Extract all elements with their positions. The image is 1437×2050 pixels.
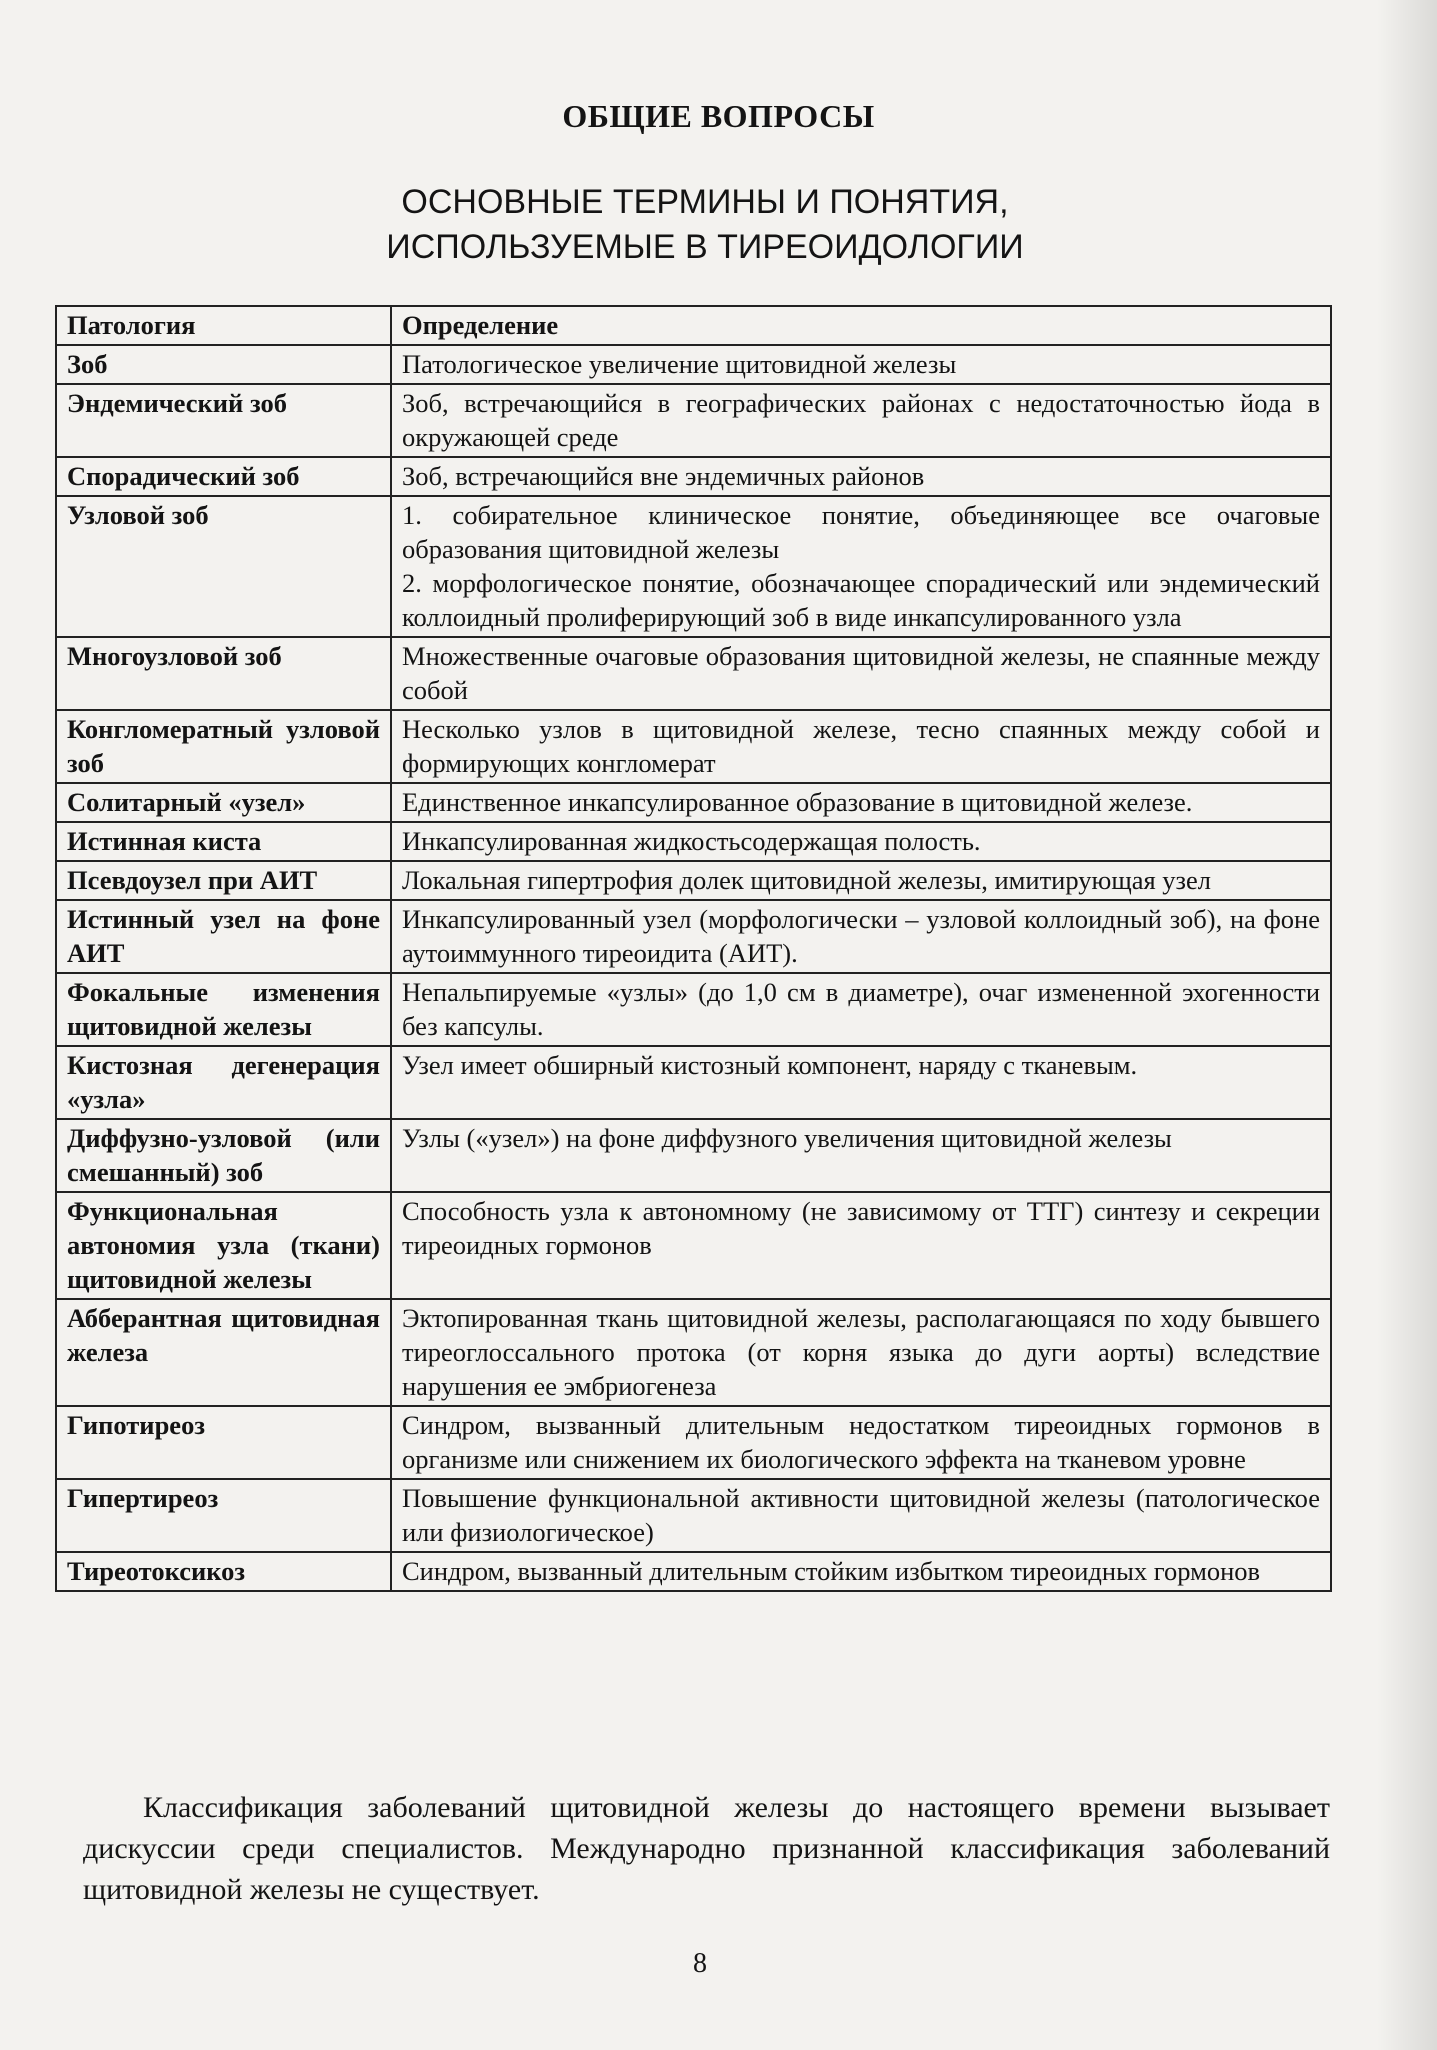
table-row (56, 710, 1331, 783)
term-cell: Многоузловой зоб (56, 637, 391, 710)
definition-cell: Синдром, вызванный длительным стойким избытком тиреоидных гормонов (391, 1552, 1331, 1591)
table-row (56, 1119, 1331, 1192)
table-row (56, 457, 1331, 496)
term-cell: Функциональная автономия узла (ткани) щитовидной железы (56, 1192, 391, 1299)
terms-table (55, 305, 1332, 1592)
term-cell: Фокальные изменения щитовидной железы (56, 973, 391, 1046)
definition-cell: Множественные очаговые образования щитовидной железы, не спаянные между собой (391, 637, 1331, 710)
page-number: 8 (693, 1948, 707, 1979)
table-row (56, 861, 1331, 900)
document-title (0, 180, 1410, 270)
section-title: ОБЩИЕ ВОПРОСЫ (562, 98, 875, 134)
definition-cell: Единственное инкапсулированное образование в щитовидной железе. (391, 783, 1331, 822)
table-row (56, 822, 1331, 861)
definition-cell: Эктопированная ткань щитовидной железы, располагающаяся по ходу бывшего тиреоглоссального протока (от корня языка до дуги аорты) вследствие нарушения ее эмбриогенеза (391, 1299, 1331, 1406)
definition-cell: Зоб, встречающийся вне эндемичных районов (391, 457, 1331, 496)
definition-cell: Несколько узлов в щитовидной железе, тесно спаянных между собой и формирующих конгломерат (391, 710, 1331, 783)
table-row (56, 1479, 1331, 1552)
term-cell: Узловой зоб (56, 496, 391, 637)
term-cell: Спорадический зоб (56, 457, 391, 496)
term-cell: Диффузно-узловой (или смешанный) зоб (56, 1119, 391, 1192)
definition-cell: Зоб, встречающийся в географических районах с недостаточностью йода в окружающей среде (391, 384, 1331, 457)
table-row (56, 900, 1331, 973)
definition-cell: Синдром, вызванный длительным недостатком тиреоидных гормонов в организме или снижением их биологического эффекта на тканевом уровне (391, 1406, 1331, 1479)
definition-cell: Способность узла к автономному (не зависимому от ТТГ) синтезу и секреции тиреоидных гормонов (391, 1192, 1331, 1299)
table-row (56, 1299, 1331, 1406)
table-row (56, 1192, 1331, 1299)
table-row (56, 384, 1331, 457)
term-cell: Истинная киста (56, 822, 391, 861)
table-row (56, 973, 1331, 1046)
term-cell: Тиреотоксикоз (56, 1552, 391, 1591)
document-title-line-2: ИСПОЛЬЗУЕМЫЕ В ТИРЕОИДОЛОГИИ (386, 228, 1024, 266)
definition-cell: Узлы («узел») на фоне диффузного увеличения щитовидной железы (391, 1119, 1331, 1192)
term-cell: Гипотиреоз (56, 1406, 391, 1479)
table-row (56, 1046, 1331, 1119)
definition-cell: Локальная гипертрофия долек щитовидной железы, имитирующая узел (391, 861, 1331, 900)
table-row (56, 496, 1331, 637)
header-definition: Определение (391, 306, 1331, 345)
definition-cell: Патологическое увеличение щитовидной железы (391, 345, 1331, 384)
term-cell: Эндемический зоб (56, 384, 391, 457)
term-cell: Конгломератный узловой зоб (56, 710, 391, 783)
definition-cell (391, 496, 1331, 637)
definition-cell: Инкапсулированная жидкостьсодержащая полость. (391, 822, 1331, 861)
table-row (56, 345, 1331, 384)
term-cell: Абберантная щитовидная железа (56, 1299, 391, 1406)
term-cell: Солитарный «узел» (56, 783, 391, 822)
term-cell: Гипертиреоз (56, 1479, 391, 1552)
body-paragraph: Классификация заболеваний щитовидной железы до настоящего времени вызывает дискуссии среди специалистов. Международно признанной классификация заболеваний щитовидной железы не существует. (83, 1791, 1330, 1906)
term-cell: Истинный узел на фоне АИТ (56, 900, 391, 973)
term-cell: Зоб (56, 345, 391, 384)
definition-cell: Повышение функциональной активности щитовидной железы (патологическое или физиологическое) (391, 1479, 1331, 1552)
document-title-line-1: ОСНОВНЫЕ ТЕРМИНЫ И ПОНЯТИЯ, (401, 183, 1009, 221)
table-row (56, 783, 1331, 822)
table-row (56, 637, 1331, 710)
table-row (56, 1552, 1331, 1591)
definition-cell: Непальпируемые «узлы» (до 1,0 см в диаметре), очаг измененной эхогенности без капсулы. (391, 973, 1331, 1046)
table-row (56, 1406, 1331, 1479)
definition-cell: Узел имеет обширный кистозный компонент, наряду с тканевым. (391, 1046, 1331, 1119)
table-header-row (56, 306, 1331, 345)
term-cell: Кистозная дегенерация «узла» (56, 1046, 391, 1119)
term-cell: Псевдоузел при АИТ (56, 861, 391, 900)
definition-cell: Инкапсулированный узел (морфологически – узловой коллоидный зоб), на фоне аутоиммунного тиреоидита (АИТ). (391, 900, 1331, 973)
definition-item-2: 2. морфологическое понятие, обозначающее спорадический или эндемический коллоидный пролиферирующий зоб в виде инкапсулированного узла (402, 568, 1320, 632)
definition-item-1: 1. собирательное клиническое понятие, объединяющее все очаговые образования щитовидной железы (402, 500, 1320, 564)
header-term: Патология (56, 306, 391, 345)
